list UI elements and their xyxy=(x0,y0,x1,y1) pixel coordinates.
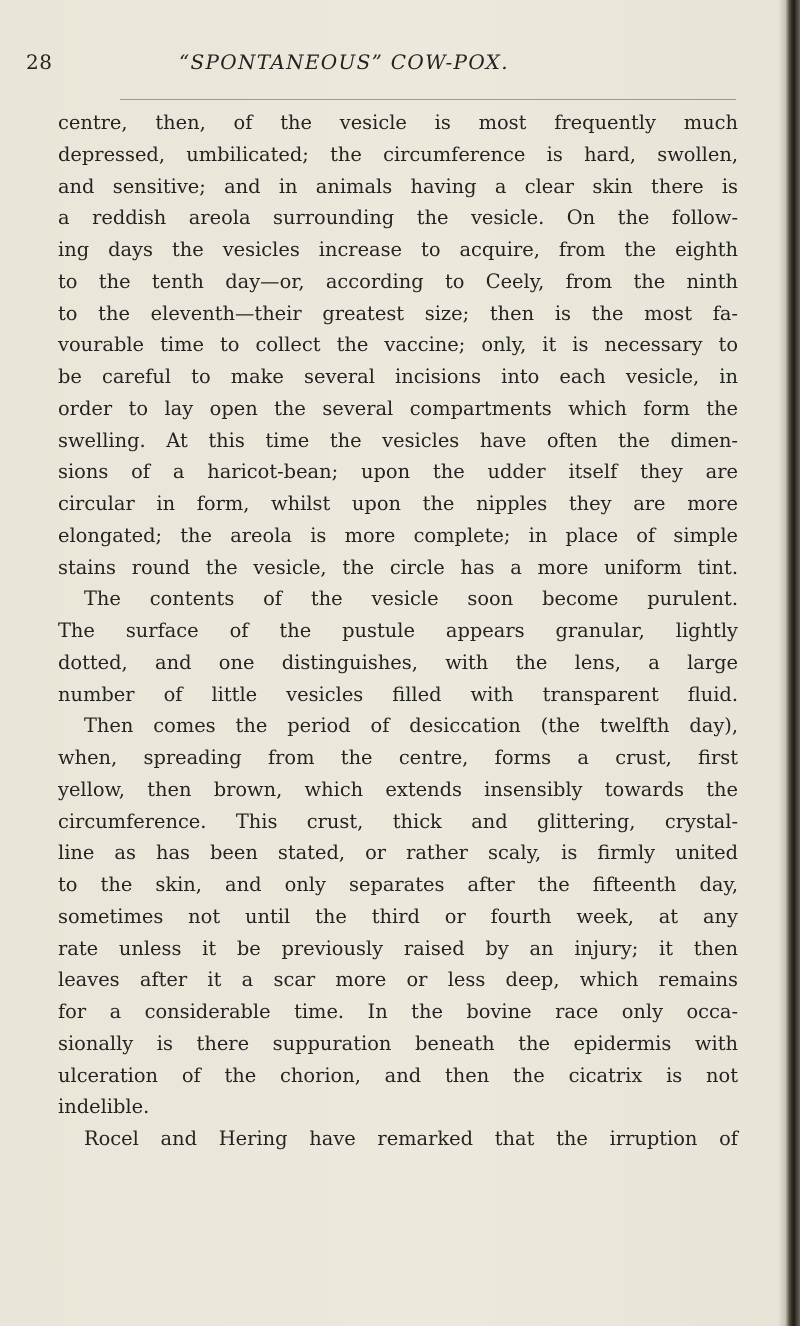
text-line: The surface of the pustule appears granular, lightly xyxy=(58,619,738,642)
text-line: Then comes the period of desiccation (the twelfth day), xyxy=(84,714,738,738)
text-line: and sensitive; and in animals having a clear skin there is xyxy=(58,174,738,198)
text-line: circumference. This crust, thick and glittering, crystal- xyxy=(58,809,738,833)
text-line: yellow, then brown, which extends insensibly towards the xyxy=(58,777,738,801)
text-line: sometimes not until the third or fourth week, at any xyxy=(58,904,738,928)
text-line: depressed, umbilicated; the circumference is hard, swollen, xyxy=(58,142,738,166)
text-line: elongated; the areola is more complete; in place of simple xyxy=(58,523,738,547)
binding-edge xyxy=(786,0,800,1326)
text-line: number of little vesicles filled with transparent fluid. xyxy=(58,682,738,706)
text-line: circular in form, whilst upon the nipples they are more xyxy=(58,492,738,515)
text-line: to the tenth day—or, according to Ceely, from the ninth xyxy=(58,269,738,293)
text-line: when, spreading from the centre, forms a crust, first xyxy=(58,746,738,769)
text-line: a reddish areola surrounding the vesicle. On the follow- xyxy=(58,206,738,230)
text-line: ulceration of the chorion, and then the cicatrix is not xyxy=(58,1063,738,1087)
page-number: 28 xyxy=(26,50,53,74)
header-rule xyxy=(120,99,736,100)
binding-shadow xyxy=(778,0,786,1326)
text-line: centre, then, of the vesicle is most frequently much xyxy=(58,111,738,134)
text-line: dotted, and one distinguishes, with the lens, a large xyxy=(58,650,738,674)
text-line: vourable time to collect the vaccine; only, it is necessary to xyxy=(58,333,738,357)
body-text xyxy=(58,107,738,1155)
text-line: for a considerable time. In the bovine race only occa- xyxy=(58,1000,738,1023)
text-line: line as has been stated, or rather scaly, is firmly united xyxy=(58,841,738,865)
running-title: “SPONTANEOUS” COW-POX. xyxy=(179,50,509,74)
text-line: Rocel and Hering have remarked that the irruption of xyxy=(84,1127,738,1150)
page-header xyxy=(26,50,746,78)
text-line: ing days the vesicles increase to acquire, from the eighth xyxy=(58,238,738,261)
text-line: sions of a haricot-bean; upon the udder itself they are xyxy=(58,460,738,484)
text-line: to the eleventh—their greatest size; then is the most fa- xyxy=(58,301,738,325)
text-line: indelible. xyxy=(58,1095,150,1119)
text-line: sionally is there suppuration beneath the epidermis with xyxy=(58,1031,738,1055)
text-line: to the skin, and only separates after the fifteenth day, xyxy=(58,873,738,896)
text-line: be careful to make several incisions into each vesicle, in xyxy=(58,365,738,388)
text-line: order to lay open the several compartments which form the xyxy=(58,396,738,420)
text-line: stains round the vesicle, the circle has a more uniform tint. xyxy=(58,555,738,579)
text-line: The contents of the vesicle soon become purulent. xyxy=(84,587,738,611)
text-line: swelling. At this time the vesicles have often the dimen- xyxy=(58,428,738,452)
text-line: rate unless it be previously raised by an injury; it then xyxy=(58,936,738,960)
text-line: leaves after it a scar more or less deep, which remains xyxy=(58,968,738,992)
